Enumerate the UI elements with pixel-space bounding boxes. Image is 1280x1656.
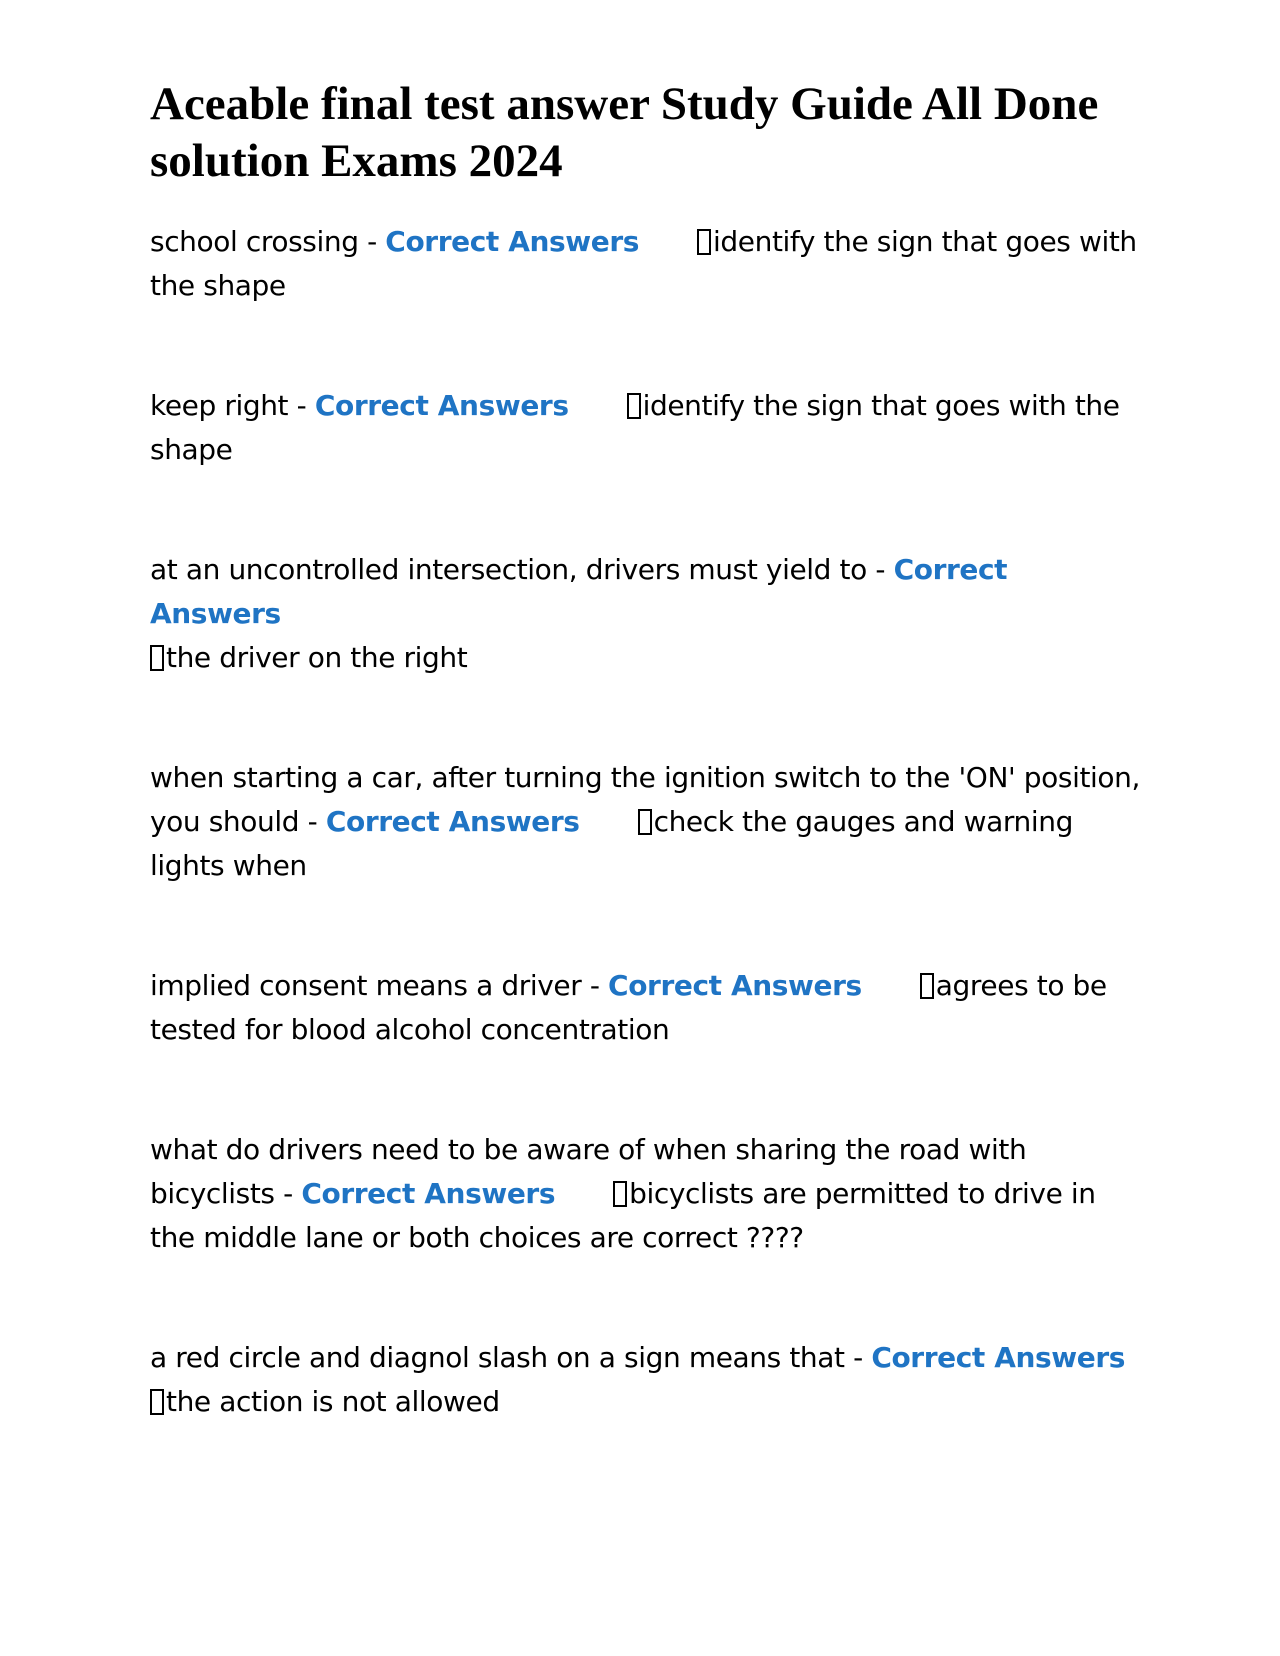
correct-answers-label: Correct Answers <box>608 969 862 1002</box>
qa-item <box>150 548 1140 680</box>
correct-answers-label: Correct Answers <box>314 389 569 422</box>
question-text: when starting a car, after turning the ignition switch to the 'ON' position, you should <box>150 761 1140 838</box>
qa-item <box>150 220 1140 308</box>
separator: - <box>274 1177 302 1210</box>
missing-glyph-icon <box>150 1389 164 1415</box>
question-text: implied consent means a driver <box>150 969 582 1002</box>
question-text: keep right <box>150 389 289 422</box>
separator: - <box>288 389 315 422</box>
question-text: school crossing <box>150 225 359 258</box>
document-title: Aceable final test answer Study Guide All Done solution Exams 2024 <box>150 78 1099 187</box>
correct-answers-label: Correct Answers <box>325 805 580 838</box>
qa-item <box>150 1128 1140 1260</box>
missing-glyph-icon <box>613 1181 627 1207</box>
answer-text: check the gauges and warning lights when <box>150 805 1073 882</box>
answer-text: identify the sign that goes with the shape <box>150 389 1120 466</box>
missing-glyph-icon <box>697 229 711 255</box>
missing-glyph-icon <box>627 393 641 419</box>
missing-glyph-icon <box>150 645 164 671</box>
answer-text: agrees to be tested for blood alcohol concentration <box>150 969 1107 1046</box>
qa-item <box>150 964 1140 1052</box>
separator: - <box>358 225 386 258</box>
qa-item <box>150 1336 1140 1424</box>
correct-answers-label: Correct Answers <box>301 1177 556 1210</box>
question-text: a red circle and diagnol slash on a sign means that <box>150 1341 845 1374</box>
missing-glyph-icon <box>638 809 652 835</box>
correct-answers-label: Correct Answers <box>871 1341 1126 1374</box>
answer-text: identify the sign that goes with the shape <box>150 225 1137 302</box>
correct-answers-label: Correct Answers <box>385 225 640 258</box>
qa-item <box>150 756 1140 888</box>
separator: - <box>581 969 609 1002</box>
document-page <box>150 76 1140 1500</box>
question-text: what do drivers need to be aware of when sharing the road with bicyclists <box>150 1133 1027 1210</box>
correct-answers-label: Correct Answers <box>150 553 1008 630</box>
missing-glyph-icon <box>920 973 934 999</box>
qa-item <box>150 384 1140 472</box>
answer-text: the driver on the right <box>166 641 468 674</box>
separator: - <box>299 805 326 838</box>
answer-text: the action is not allowed <box>166 1385 500 1418</box>
separator: - <box>844 1341 872 1374</box>
question-text: at an uncontrolled intersection, drivers must yield to <box>150 553 867 586</box>
separator: - <box>866 553 894 586</box>
answer-text: bicyclists are permitted to drive in the middle lane or both choices are correct ???? <box>150 1177 1096 1254</box>
